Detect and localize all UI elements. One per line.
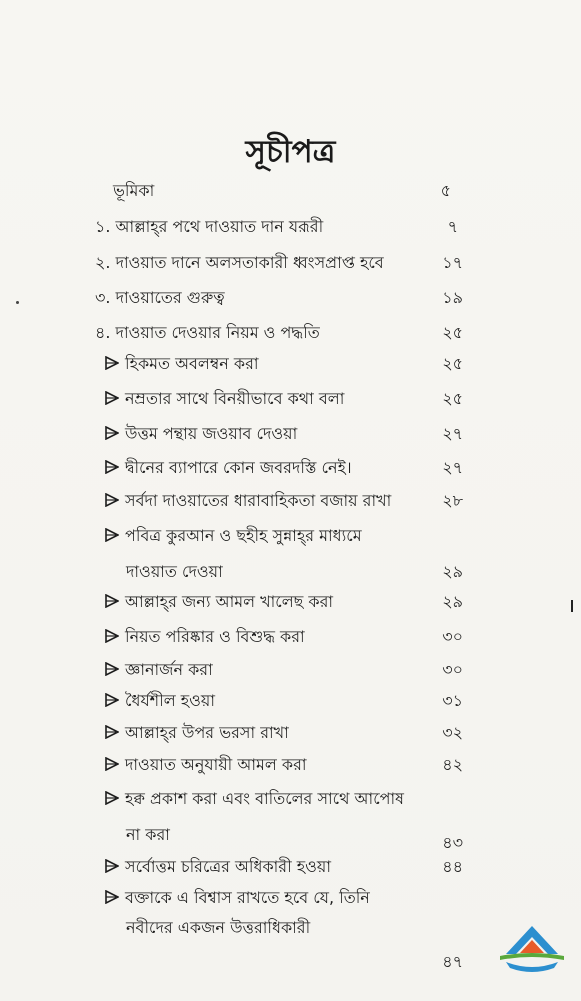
toc-page-number: ৩০: [442, 627, 463, 646]
bullet-arrow-icon: [105, 491, 125, 510]
toc-page-number: ২৫: [442, 354, 463, 373]
toc-page-number: ৩২: [442, 723, 463, 742]
bullet-arrow-icon: [105, 691, 125, 710]
toc-page-number: ৪২: [442, 755, 463, 774]
toc-entry-text: [105, 487, 391, 515]
toc-entry-text: [105, 751, 307, 779]
toc-page-number: ৪৩: [442, 833, 463, 852]
toc-entry-text: [95, 319, 320, 347]
toc-page-number: ২৫: [442, 389, 463, 408]
bullet-arrow-icon: [105, 458, 125, 477]
toc-page-number: ১৭: [442, 253, 463, 272]
bullet-arrow-icon: [105, 660, 125, 679]
toc-entry-text: [105, 454, 352, 482]
toc-page-number: ২৫: [442, 323, 463, 342]
toc-entry-label: দাওয়াত অনুযায়ী আমল করা: [125, 755, 307, 774]
toc-page-number: ২৯: [442, 562, 463, 581]
toc-entry-label: নম্রতার সাথে বিনয়ীভাবে কথা বলা: [125, 389, 345, 408]
toc-entry-text: [105, 588, 333, 616]
publisher-logo-icon: [496, 920, 568, 978]
toc-entry-text: [105, 719, 289, 747]
toc-entry-continuation: দাওয়াত দেওয়া: [126, 562, 223, 581]
toc-entry-text: [95, 284, 225, 312]
toc-page-number: ২৭: [442, 458, 463, 477]
toc-entry-text: [105, 853, 331, 881]
toc-page-number: ৪৪: [442, 857, 463, 876]
toc-entry-text: [95, 213, 323, 241]
toc-entry-label: সর্বোত্তম চরিত্রের অধিকারী হওয়া: [125, 857, 331, 876]
bullet-arrow-icon: [105, 888, 125, 907]
toc-entry-label: ২. দাওয়াত দানে অলসতাকারী ধ্বংসপ্রাপ্ত হবে: [95, 253, 384, 272]
toc-entry-text: [105, 420, 297, 448]
toc-entry-label: উত্তম পন্থায় জওয়াব দেওয়া: [125, 424, 298, 443]
toc-entry-label: সর্বদা দাওয়াতের ধারাবাহিকতা বজায় রাখা: [125, 491, 392, 510]
toc-page-number: ২৮: [442, 491, 463, 510]
bullet-arrow-icon: [105, 723, 125, 742]
toc-entry-label: বক্তাকে এ বিশ্বাস রাখতে হবে যে, তিনি: [125, 888, 370, 907]
bullet-arrow-icon: [105, 789, 125, 808]
toc-entry-continuation: না করা: [126, 825, 170, 844]
toc-entry-text: [95, 249, 384, 277]
toc-page-number: ৪৭: [442, 952, 463, 971]
toc-page-number: ২৯: [442, 592, 463, 611]
toc-entry-label: হক্ব প্রকাশ করা এবং বাতিলের সাথে আপোষ: [125, 789, 404, 808]
toc-page-number: ৩১: [442, 691, 463, 710]
bullet-arrow-icon: [105, 389, 125, 408]
scan-speck: [16, 301, 19, 304]
toc-entry-text: [105, 785, 404, 813]
toc-entry-text: [105, 385, 344, 413]
toc-entry-text: [105, 687, 215, 715]
bullet-arrow-icon: [105, 592, 125, 611]
page-title: সূচীপত্র: [245, 134, 336, 170]
toc-entry-label: দ্বীনের ব্যাপারে কোন জবরদস্তি নেই।: [125, 458, 352, 477]
toc-entry-text: [105, 623, 305, 651]
toc-entry-label: পবিত্র কুরআন ও ছহীহ সুন্নাহ্‌র মাধ্যমে: [125, 526, 362, 545]
bullet-arrow-icon: [105, 526, 125, 545]
toc-entry-text: [105, 522, 362, 550]
toc-page-number: ১৯: [442, 288, 463, 307]
toc-entry-label: জ্ঞানার্জন করা: [125, 660, 213, 679]
bullet-arrow-icon: [105, 424, 125, 443]
bullet-arrow-icon: [105, 857, 125, 876]
toc-page-number: ৩০: [442, 660, 463, 679]
toc-entry-label: ভূমিকা: [113, 181, 155, 200]
toc-entry-label: হিকমত অবলম্বন করা: [125, 354, 259, 373]
bullet-arrow-icon: [105, 755, 125, 774]
toc-entry-text: [105, 884, 370, 912]
toc-entry-label: ১. আল্লাহ্‌র পথে দাওয়াত দান যরূরী: [95, 217, 324, 236]
bullet-arrow-icon: [105, 627, 125, 646]
toc-entry-label: ৩. দাওয়াতের গুরুত্ব: [95, 288, 225, 307]
toc-entry-label: নিয়ত পরিষ্কার ও বিশুদ্ধ করা: [125, 627, 305, 646]
toc-page-number: ৫: [440, 181, 451, 200]
bullet-arrow-icon: [105, 354, 125, 373]
toc-entry-label: আল্লাহ্‌র জন্য আমল খালেছ করা: [125, 592, 334, 611]
toc-entry-label: আল্লাহ্‌র উপর ভরসা রাখা: [125, 723, 289, 742]
toc-page-number: ৭: [447, 217, 458, 236]
toc-entry-text: [105, 350, 259, 378]
toc-entry-label: ৪. দাওয়াত দেওয়ার নিয়ম ও পদ্ধতি: [95, 323, 320, 342]
toc-entry-text: [113, 177, 154, 205]
scan-edge-mark: [571, 600, 573, 612]
toc-entry-continuation: নবীদের একজন উত্তরাধিকারী: [126, 918, 311, 937]
toc-entry-label: ধৈর্যশীল হওয়া: [125, 691, 215, 710]
toc-page-number: ২৭: [442, 424, 463, 443]
toc-entry-text: [105, 656, 213, 684]
